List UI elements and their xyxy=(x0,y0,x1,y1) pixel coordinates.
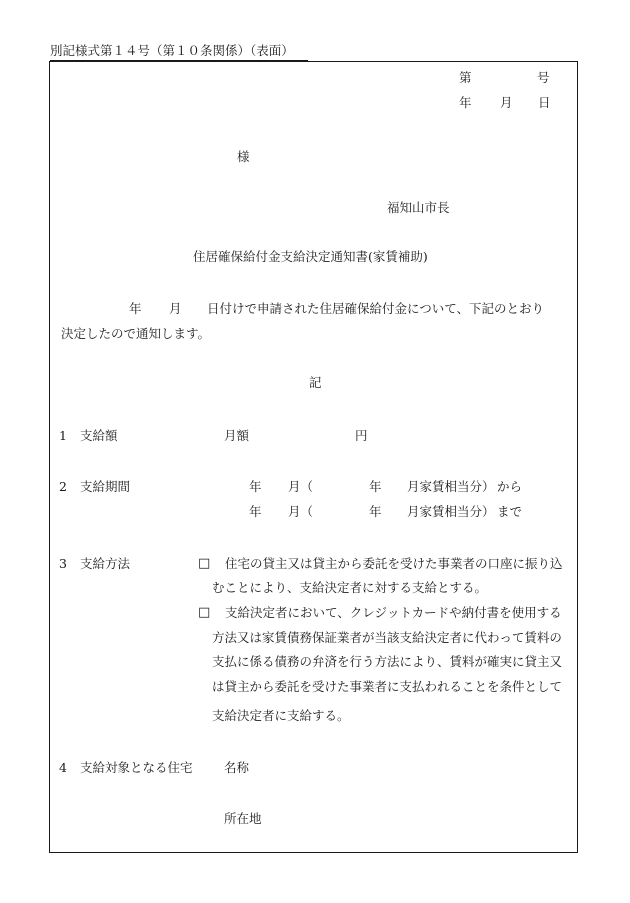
method-option-1-line: むことにより、支給決定者に対する支給とする。 xyxy=(212,580,488,595)
date-day: 日 xyxy=(538,95,551,110)
period-end-rent-month: 月家賃相当分） xyxy=(407,504,495,519)
item-1-number: 1 xyxy=(59,428,67,443)
number-label: 第 xyxy=(459,70,472,85)
item-3-label: 支給方法 xyxy=(80,556,131,571)
date-year: 年 xyxy=(459,95,472,110)
method-option-2-line: 支払に係る債務の弁済を行う方法により、賃料が確実に貸主又 xyxy=(212,654,563,669)
document-title: 住居確保給付金支給決定通知書(家賃補助) xyxy=(193,249,428,264)
period-from: から xyxy=(497,479,523,494)
period-end-rent-year: 年 xyxy=(369,504,382,519)
period-end-month: 月（ xyxy=(288,504,314,519)
item-3-number: 3 xyxy=(59,556,67,571)
item-2-label: 支給期間 xyxy=(80,479,131,494)
period-start-rent-month: 月家賃相当分） xyxy=(407,479,495,494)
period-start-rent-year: 年 xyxy=(369,479,382,494)
amount-yen: 円 xyxy=(355,428,368,443)
item-4-label: 支給対象となる住宅 xyxy=(80,760,193,775)
method-option-2-line: 支給決定者において、クレジットカードや納付書を使用する xyxy=(225,605,562,620)
method-option-1-line: 住宅の貸主又は貸主から委託を受けた事業者の口座に振り込 xyxy=(225,556,563,571)
method-option-2-line: は貸主から委託を受けた事業者に支払われることを条件として xyxy=(212,679,563,694)
item-4-number: 4 xyxy=(59,760,67,775)
method-option-1-checkbox[interactable]: □ xyxy=(198,556,211,571)
intro-month: 月 xyxy=(169,301,182,316)
method-option-2-line: 方法又は家賃債務保証業者が当該支給決定者に代わって賃料の xyxy=(212,630,562,645)
intro-line2: 決定したので通知します。 xyxy=(61,326,211,341)
form-title: 別記様式第１４号（第１０条関係）（表面） xyxy=(50,43,294,58)
method-option-2-checkbox[interactable]: □ xyxy=(198,605,211,620)
method-option-2-line: 支給決定者に支給する。 xyxy=(212,708,350,723)
number-suffix: 号 xyxy=(537,70,550,85)
intro-line1: 日付けで申請された住居確保給付金について、下記のとおり xyxy=(207,301,545,316)
period-end-year: 年 xyxy=(249,504,262,519)
date-month: 月 xyxy=(500,95,513,110)
period-to: まで xyxy=(497,504,523,519)
addressee-suffix: 様 xyxy=(237,149,250,164)
ki-heading: 記 xyxy=(309,375,322,390)
period-start-month: 月（ xyxy=(288,479,314,494)
item-1-label: 支給額 xyxy=(80,428,118,443)
housing-address-label: 所在地 xyxy=(224,811,262,826)
period-start-year: 年 xyxy=(249,479,262,494)
amount-monthly-label: 月額 xyxy=(224,428,250,443)
item-2-number: 2 xyxy=(59,479,67,494)
intro-year: 年 xyxy=(129,301,142,316)
form-frame xyxy=(49,61,578,853)
housing-name-label: 名称 xyxy=(224,760,250,775)
issuer: 福知山市長 xyxy=(387,200,450,215)
